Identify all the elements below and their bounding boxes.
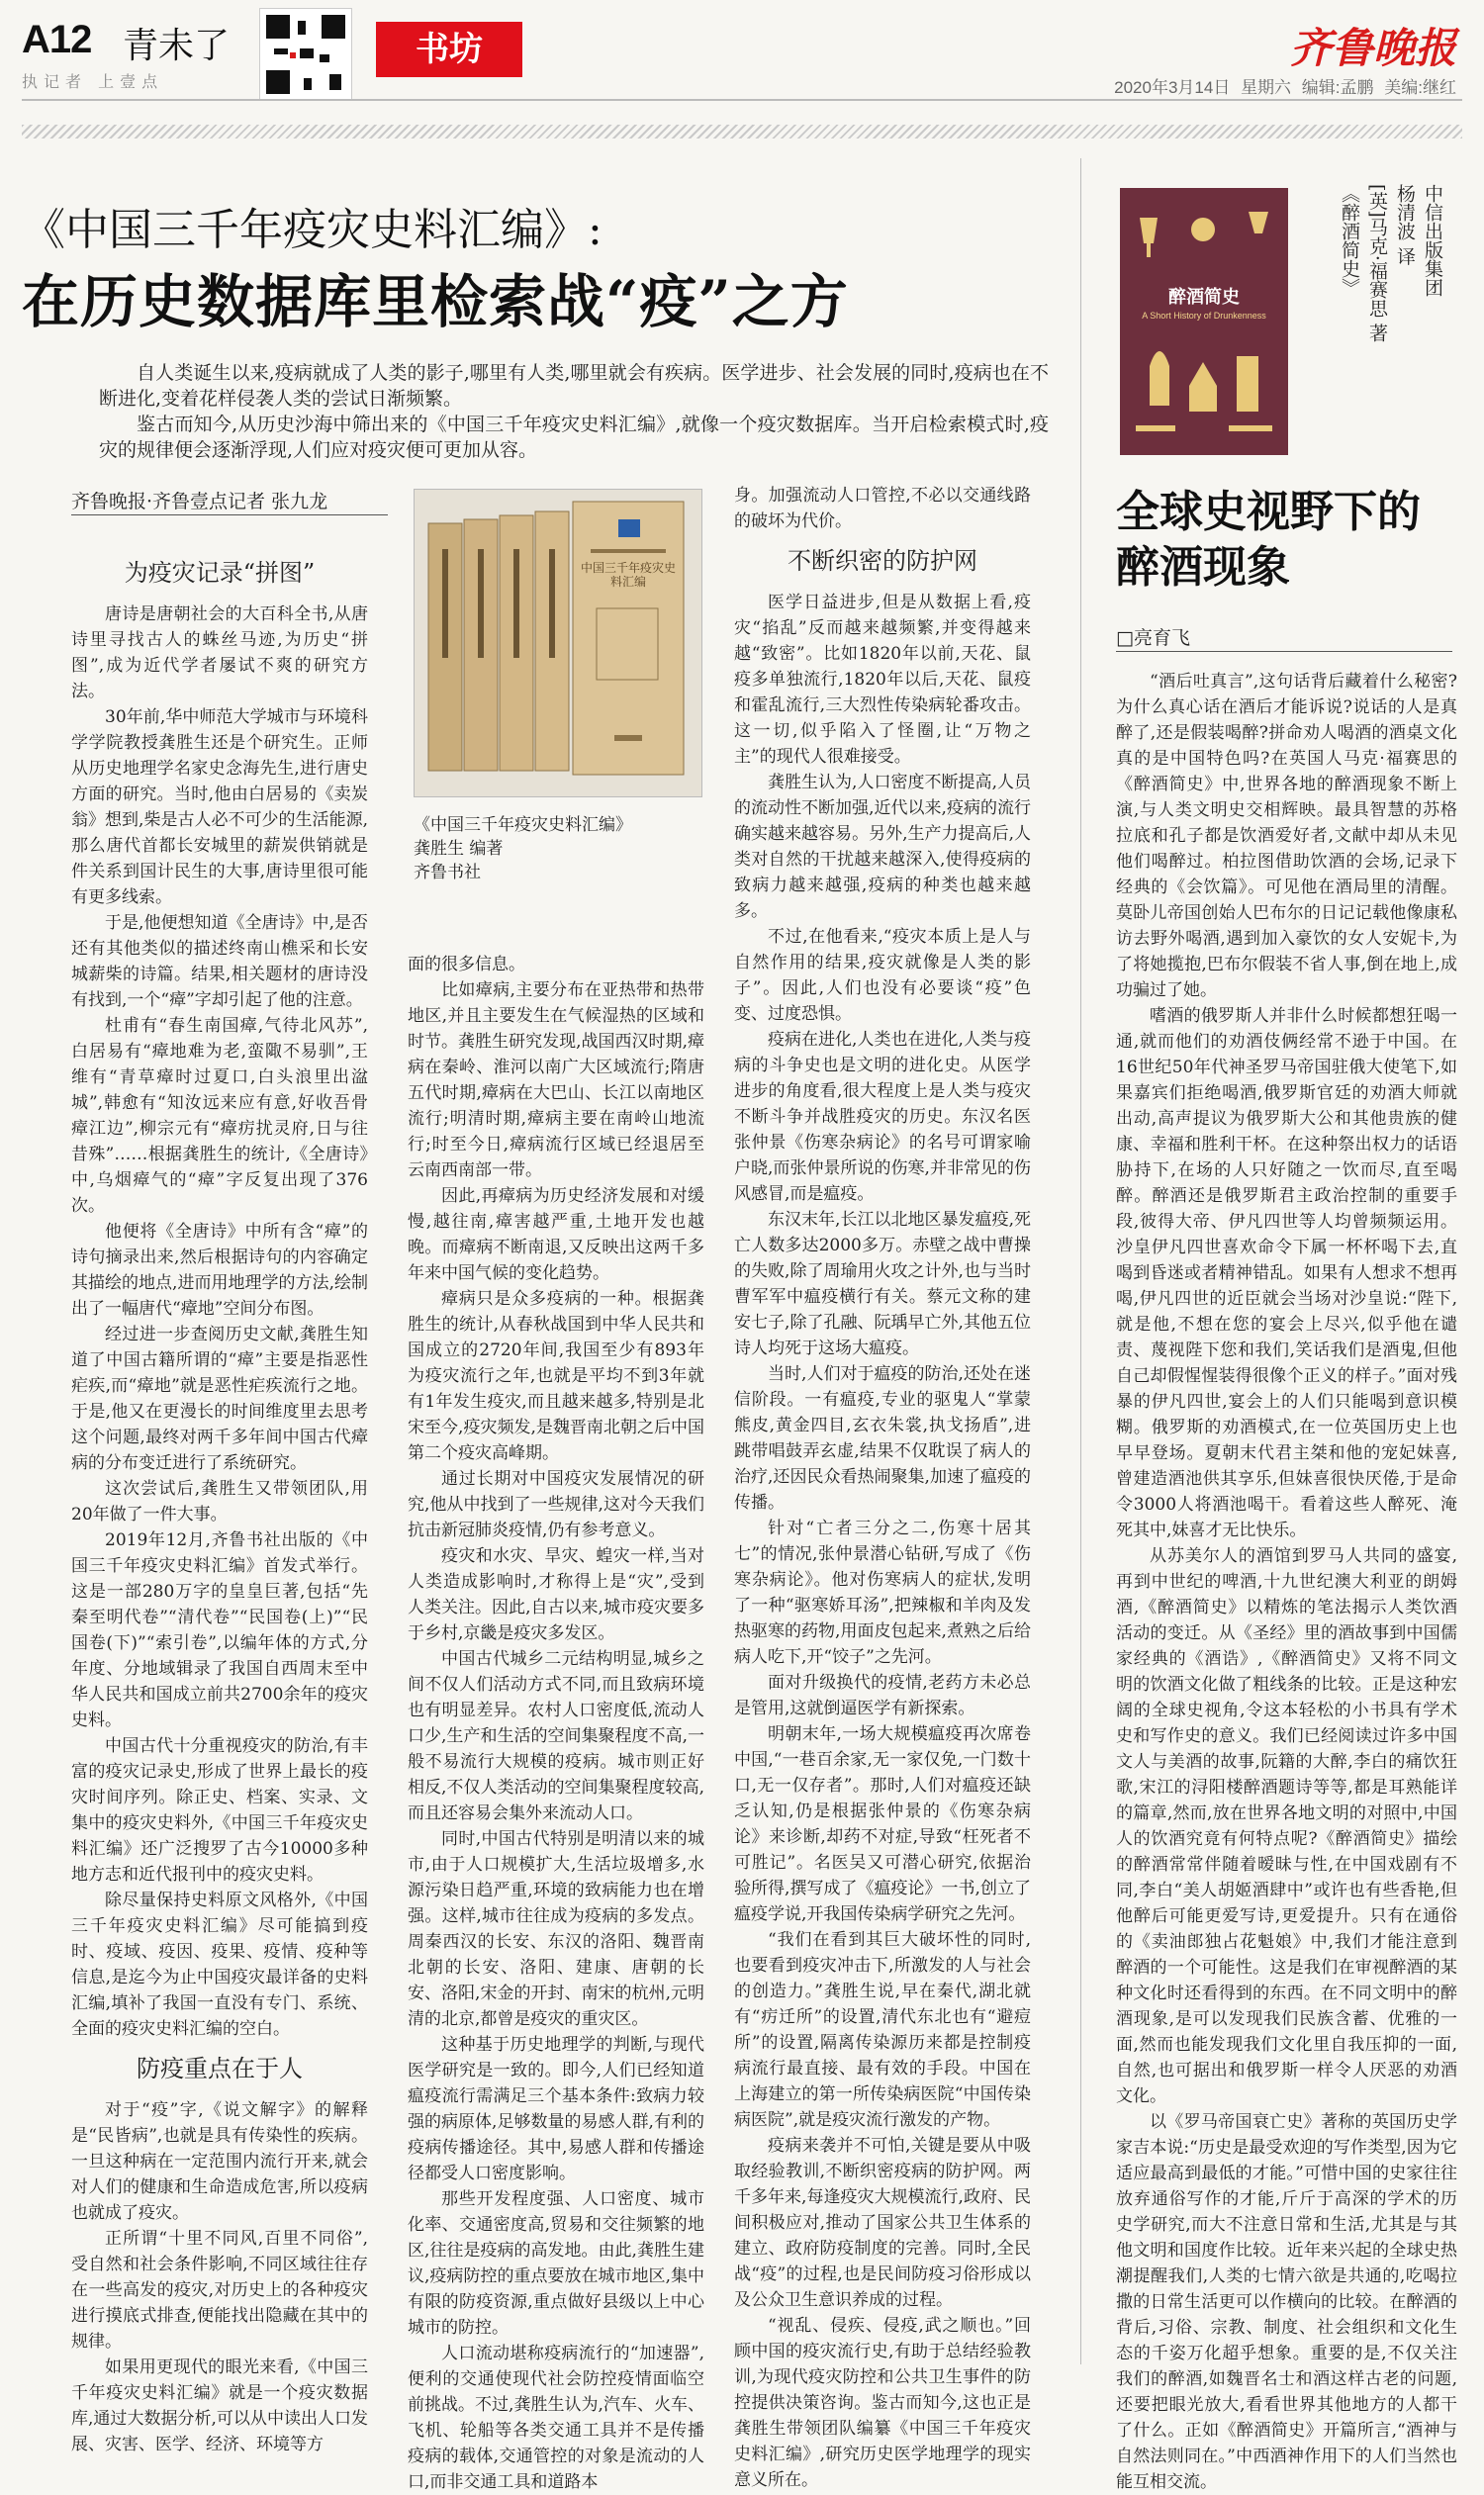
body-paragraph: 这次尝试后,龚胜生又带领团队,用20年做了一件大事。	[71, 1479, 368, 1525]
review-author: □亮育飞	[1116, 627, 1190, 649]
body-paragraph: 30年前,华中师范大学城市与环境科学学院教授龚胜生还是个研究生。正师从历史地理学名家史念海先生,进行唐史方面的研究。当时,他由白居易的《卖炭翁》想到,柴是古人必不可少的生活能源,那么唐代首都长安城里的薪炭供销就是件关系到国计民生的大事,唐诗里很可能有更多线索。	[71, 707, 368, 907]
body-paragraph: 身。加强流动人口管控,不必以交通线路的破坏为代价。	[734, 486, 1031, 531]
article-lead	[99, 360, 1049, 463]
body-paragraph: “我们在看到其巨大破坏性的同时,也要看到疫灾冲击下,所激发的人与社会的创造力。”龚胜生说,早在秦代,湖北就有“疠迁所”的设置,清代东北也有“避痘所”的设置,隔离传染源历来都是控制疫病流行最直接、最有效的手段。中国在上海建立的第一所传染病医院“中国传染病医院”,就是疫灾流行激发的产物。	[734, 1930, 1031, 2130]
publisher: 中信出版集团	[1422, 184, 1443, 297]
photo-caption	[414, 813, 632, 884]
article-headline: 在历史数据库里检索战“疫”之方	[22, 268, 849, 335]
article-author: 齐鲁晚报·齐鲁壹点记者 张九龙	[71, 491, 328, 512]
body-paragraph: 面的很多信息。	[408, 955, 525, 974]
book-credits	[1326, 184, 1444, 461]
body-paragraph: 2019年12月,齐鲁书社出版的《中国三千年疫灾史料汇编》首发式举行。这是一部280万字的皇皇巨著,包括“先秦至明代卷”“清代卷”“民国卷(上)”“民国卷(下)”“索引卷”,以编年体的方式,分年度、分地域辑录了我国自西周末至中华人民共和国成立前共2700余年的疫灾史料。	[71, 1530, 368, 1730]
body-paragraph: 正所谓“十里不同风,百里不同俗”,受自然和社会条件影响,不同区域往往存在一些高发的疫灾,对历史上的各种疫灾进行摸底式排查,便能找出隐藏在其中的规律。	[71, 2229, 368, 2352]
body-paragraph: 面对升级换代的疫情,老药方未必总是管用,这就倒逼医学有新探索。	[734, 1673, 1031, 1718]
body-paragraph: 对于“疫”字,《说文解字》的解释是“民皆病”,也就是具有传染性的疾病。一旦这种病在一定范围内流行开来,就会对人们的健康和生命造成危害,所以疫病也就成了疫灾。	[71, 2100, 368, 2223]
body-paragraph: 唐诗是唐朝社会的大百科全书,从唐诗里寻找古人的蛛丝马迹,为历史“拼图”,成为近代学者屡试不爽的研究方法。	[71, 604, 368, 701]
body-paragraph: 龚胜生认为,人口密度不断提高,人员的流动性不断加强,近代以来,疫病的流行确实越来越容易。另外,生产力提高后,人类对自然的干扰越来越深入,使得疫病的致病力越来越强,疫病的种类也越来越多。	[734, 773, 1031, 921]
cover-subtitle: A Short History of Drunkenness	[1142, 311, 1266, 321]
hatch-band	[22, 125, 1462, 139]
body-paragraph: 杜甫有“春生南国瘴,气待北风苏”,白居易有“瘴地难为老,蛮陬不易驯”,王维有“青草瘴时过夏口,白头浪里出湓城”,韩愈有“知汝远来应有意,好收吾骨瘴江边”,柳宗元有“瘴疠扰灵府,日与往昔殊”……根据龚胜生的统计,《全唐诗》中,乌烟瘴气的“瘴”字反复出现了376次。	[71, 1016, 368, 1216]
qr-code[interactable]	[259, 8, 352, 101]
body-paragraph: 同时,中国古代特别是明清以来的城市,由于人口规模扩大,生活垃圾增多,水源污染日趋严重,环境的致病能力也在增强。这样,城市往往成为疫病的多发点。周秦西汉的长安、东汉的洛阳、魏晋南北朝的长安、洛阳、建康、唐朝的长安、洛阳,宋金的开封、南宋的杭州,元明清的北京,都曾是疫灾的重灾区。	[408, 1829, 704, 2029]
page-number: A12	[22, 18, 92, 61]
issue-date: 2020年3月14日	[1114, 78, 1231, 97]
body-paragraph: 除尽量保持史料原文风格外,《中国三千年疫灾史料汇编》尽可能搞到疫时、疫域、疫因、疫果、疫情、疫种等信息,是迄今为止中国疫灾最详备的史料汇编,填补了我国一直没有专门、系统、全面的疫灾史料汇编的空白。	[71, 1891, 368, 2039]
newspaper-logo: 齐鲁晚报	[1289, 24, 1456, 72]
body-paragraph: 疫灾和水灾、旱灾、蝗灾一样,当对人类造成影响时,才称得上是“灾”,受到人类关注。因此,自古以来,城市疫灾要多于乡村,京畿是疫灾多发区。	[408, 1546, 704, 1643]
body-paragraph: “酒后吐真言”,这句话背后藏着什么秘密?为什么真心话在酒后才能诉说?说话的人是真醉了,还是假装喝醉?拼命劝人喝酒的酒桌文化真的是中国特色吗?在英国人马克·福赛思的《醉酒简史》中,世界各地的醉酒现象不断上演,与人类文明史交相辉映。最具智慧的苏格拉底和孔子都是饮酒爱好者,文献中却从未见他们喝醉过。柏拉图借助饮酒的会场,记录下经典的《会饮篇》。可见他在酒局里的清醒。莫卧儿帝国创始人巴布尔的日记记载他像康私访去野外喝酒,遇到加入豪饮的女人安妮卡,为了将她揽抱,巴布尔假装不省人事,倒在地上,成功骗过了她。	[1116, 672, 1457, 1000]
review-headline	[1116, 485, 1421, 596]
cover-artwork	[1120, 188, 1288, 455]
review-headline-line: 醉酒现象	[1116, 542, 1290, 593]
body-paragraph: 疫病来袭并不可怕,关键是要从中吸取经验教训,不断织密疫病的防护网。两千多年来,每逢疫灾大规模流行,政府、民间积极应对,推动了国家公共卫生体系的建立、政府防疫制度的完善。同时,全民战“疫”的过程,也是民间防疫习俗形成以及公众卫生意识养成的过程。	[734, 2136, 1031, 2310]
body-paragraph: 不过,在他看来,“疫灾本质上是人与自然作用的结果,疫灾就像是人类的影子”。因此,人们也没有必要谈“疫”色变、过度恐惧。	[734, 927, 1031, 1024]
body-paragraph: 东汉末年,长江以北地区暴发瘟疫,死亡人数多达2000多万。赤壁之战中曹操的失败,除了周瑜用火攻之计外,也与当时曹军军中瘟疫横行有关。蔡元文称的建安七子,除了孔融、阮瑀早亡外,其他五位诗人均死于这场大瘟疫。	[734, 1210, 1031, 1358]
body-paragraph: 瘴病只是众多疫病的一种。根据龚胜生的统计,从春秋战国到中华人民共和国成立的2720年间,我国至少有893年为疫灾流行之年,也就是平均不到3年就有1年发生疫灾,而且越来越多,特别是北宋至今,疫灾频发,是魏晋南北朝之后中国第二个疫灾高峰期。	[408, 1289, 704, 1463]
section-name: 青未了	[123, 26, 231, 66]
body-paragraph: 于是,他便想知道《全唐诗》中,是否还有其他类似的描述终南山樵采和长安城薪柴的诗篇。结果,相关题材的唐诗没有找到,一个“瘴”字却引起了他的注意。	[71, 913, 368, 1010]
column-divider	[1080, 158, 1081, 2364]
body-paragraph: 明朝末年,一场大规模瘟疫再次席卷中国,“一巷百余家,无一家仅免,一门数十口,无一仅存者”。那时,人们对瘟疫还缺乏认知,仍是根据张仲景的《伤寒杂病论》来诊断,却药不对症,导致“枉死者不可胜记”。名医吴又可潜心研究,依据治验所得,撰写成了《瘟疫论》一书,创立了瘟疫学说,开我国传染病学研究之先河。	[734, 1724, 1031, 1924]
book-set-illustration	[415, 490, 701, 796]
lead-paragraph: 自人类诞生以来,疫病就成了人类的影子,哪里有人类,哪里就会有疾病。医学进步、社会发展的同时,疫病也在不断进化,变着花样侵袭人类的尝试日渐频繁。	[99, 362, 1049, 410]
body-paragraph: 针对“亡者三分之二,伤寒十居其七”的情况,张仲景潜心钻研,写成了《伤寒杂病论》。他对伤寒病人的症状,发明了一种“驱寒娇耳汤”,把辣椒和羊肉及发热驱寒的药物,用面皮包起来,煮熟之后给病人吃下,开“饺子”之先河。	[734, 1519, 1031, 1667]
body-paragraph: 如果用更现代的眼光来看,《中国三千年疫灾史料汇编》就是一个疫灾数据库,通过大数据分析,可以从中读出人口发展、灾害、医学、经济、环境等方	[71, 2357, 368, 2454]
body-paragraph: 当时,人们对于瘟疫的防治,还处在迷信阶段。一有瘟疫,专业的驱鬼人“掌蒙熊皮,黄金四目,玄衣朱裳,执戈扬盾”,进跳带唱鼓弄玄虚,结果不仅耽误了病人的治疗,还因民众看热闹聚集,加速了瘟疫的传播。	[734, 1364, 1031, 1513]
review-body	[1116, 669, 1457, 2495]
caption-line: 《中国三千年疫灾史料汇编》	[414, 815, 632, 835]
body-paragraph: 那些开发程度强、人口密度、城市化率、交通密度高,贸易和交往频繁的地区,往往是疫病的高发地。由此,龚胜生建议,疫病防控的重点要放在城市地区,集中有限的防疫资源,重点做好县级以上中心城市的防控。	[408, 2189, 704, 2338]
article-column-2	[408, 952, 704, 2495]
body-paragraph: 经过进一步查阅历史文献,龚胜生知道了中国古籍所谓的“瘴”主要是指恶性疟疾,而“瘴地”就是恶性疟疾流行之地。于是,他又在更漫长的时间维度里去思考这个问题,最终对两千多年间中国古代瘴病的分布变迁进行了系统研究。	[71, 1325, 368, 1473]
subhead: 防疫重点在于人	[137, 2055, 303, 2082]
body-paragraph: 他便将《全唐诗》中所有含“瘴”的诗句摘录出来,然后根据诗句的内容确定其描绘的地点,进而用地理学的方法,绘制出了一幅唐代“瘴地”空间分布图。	[71, 1222, 368, 1319]
body-paragraph: 这种基于历史地理学的判断,与现代医学研究是一致的。即今,人们已经知道瘟疫流行需满足三个基本条件:致病力较强的病原体,足够数量的易感人群,有利的疫病传播途径。其中,易感人群和传播途径都受人口密度影响。	[408, 2035, 704, 2183]
header-rule	[22, 99, 1462, 101]
body-paragraph: 疫病在进化,人类也在进化,人类与疫病的斗争史也是文明的进化史。从医学进步的角度看,很大程度上是人类与疫灾不断斗争并战胜疫灾的历史。东汉名医张仲景《伤寒杂病论》的名号可谓家喻户晓,而张仲景所说的伤寒,并非常见的伤风感冒,而是瘟疫。	[734, 1030, 1031, 1204]
body-paragraph: 医学日益进步,但是从数据上看,疫灾“掐乱”反而越来越频繁,并变得越来越“致密”。比如1820年以前,天花、鼠疫多单独流行,1820年以后,天花、鼠疫和霍乱流行,三大烈性传染病轮番攻击。这一切,似乎陷入了怪圈,让“万物之主”的现代人很难接受。	[734, 593, 1031, 767]
caption-line: 龚胜生 编著	[414, 839, 504, 859]
article-column-1	[71, 546, 368, 2457]
translator: 杨清波 译	[1394, 184, 1416, 266]
body-paragraph: 比如瘴病,主要分布在亚热带和热带地区,并且主要发生在气候湿热的区域和时节。龚胜生研究发现,战国西汉时期,瘴病在秦岭、淮河以南广大区域流行;隋唐五代时期,瘴病在大巴山、长江以南地区流行;明清时期,瘴病主要在南岭山地流行;时至今日,瘴病流行区域已经退居至云南西南部一带。	[408, 980, 704, 1180]
issue-weekday: 星期六	[1241, 78, 1292, 97]
body-paragraph: 人口流动堪称疫病流行的“加速器”,便利的交通使现代社会防控疫情面临空前挑战。不过,龚胜生认为,汽车、火车、飞机、轮船等各类交通工具并不是传播疫病的载体,交通管控的对象是流动的人口,而非交通工具和道路本	[408, 2344, 704, 2492]
body-paragraph: 中国古代十分重视疫灾的防治,有丰富的疫灾记录史,形成了世界上最长的疫灾时间序列。除正史、档案、实录、文集中的疫灾史料外,《中国三千年疫灾史料汇编》还广泛搜罗了古今10000多种地方志和近代报刊中的疫灾史料。	[71, 1736, 368, 1885]
subhead: 不断织密的防护网	[788, 547, 977, 575]
designer-credit: 美编:继红	[1384, 78, 1456, 97]
body-paragraph: 以《罗马帝国衰亡史》著称的英国历史学家吉本说:“历史是最受欢迎的写作类型,因为它适应最高到最低的才能。”可惜中国的史家往往放弃通俗写作的才能,斤斤于高深的学术的历史学研究,而大不注意日常和生活,尤其是与其他文明和国度作比较。近年来兴起的全球史热潮提醒我们,人类的七情六欲是共通的,吃喝拉撒的日常生活更可以作横向的比较。在醉酒的背后,习俗、宗教、制度、社会组织和文化生态的千姿万化超乎想象。重要的是,不仅关注我们的醉酒,如魏晋名士和酒这样古老的问题,还要把眼光放大,看看世界其他地方的人都干了什么。正如《醉酒简史》开篇所言,“酒神与自然法则同在。”中西酒神作用下的人们当然也能互相交流。	[1116, 2112, 1457, 2492]
book-cover-title: 中国三千年疫灾史料汇编	[580, 561, 676, 589]
section-tag: 书坊	[376, 22, 522, 77]
review-author-rule	[1116, 651, 1452, 652]
subhead: 为疫灾记录“拼图”	[124, 559, 316, 587]
body-paragraph: “视乱、侵疾、侵疫,武之顺也。”回顾中国的疫灾流行史,有助于总结经验教训,为现代疫灾防控和公共卫生事件的防控提供决策咨询。鉴古而知今,这也正是龚胜生带领团队编纂《中国三千年疫灾史料汇编》,研究历史医学地理学的现实意义所在。	[734, 2316, 1031, 2490]
article-kicker: 《中国三千年疫灾史料汇编》:	[22, 205, 603, 255]
book-cover	[1120, 188, 1288, 455]
body-paragraph: 中国古代城乡二元结构明显,城乡之间不仅人们活动方式不同,而且致病环境也有明显差异。农村人口密度低,流动人口少,生产和生活的空间集聚程度不高,一般不易流行大规模的疫病。城市则正好相反,不仅人类活动的空间集聚程度较高,而且还容易会集外来流动人口。	[408, 1649, 704, 1823]
body-paragraph: 因此,再瘴病为历史经济发展和对缓慢,越往南,瘴害越严重,土地开发也越晚。而瘴病不断南退,又反映出这两千多年来中国气候的变化趋势。	[408, 1186, 704, 1283]
cover-title: 醉酒简史	[1168, 287, 1240, 308]
body-paragraph: 通过长期对中国疫灾发展情况的研究,他从中找到了一些规律,这对今天我们抗击新冠肺炎疫情,仍有参考意义。	[408, 1469, 704, 1540]
date-line	[1114, 73, 1456, 98]
reporters-line: 执记者 上壹点	[22, 72, 164, 91]
article-column-3	[734, 483, 1031, 2493]
caption-line: 齐鲁书社	[414, 863, 481, 882]
body-paragraph: 嗜酒的俄罗斯人并非什么时候都想狂喝一通,就而他们的劝酒伎俩经常不逊于中国。在16世纪50年代神圣罗马帝国驻俄大使笔下,如果嘉宾们拒绝喝酒,俄罗斯官廷的劝酒大师就出动,高声提议为俄罗斯大公和其他贵族的健康、幸福和胜利干杯。在这种祭出权力的话语胁持下,在场的人只好随之一饮而尽,直至喝醉。醉酒还是俄罗斯君主政治控制的重要手段,彼得大帝、伊凡四世等人均曾频频运用。沙皇伊凡四世喜欢命令下属一杯杯喝下去,直喝到昏迷或者精神错乱。如果有人想求不想再喝,伊凡四世的近臣就会当场对沙皇说:“陛下,就是他,不想在您的宴会上尽兴,似乎他在谴责、蔑视陛下您和我们,笑话我们是酒鬼,但他自己却假惺惺装得很像个正义的样子。”面对残暴的伊凡四世,宴会上的人们只能喝到意识模糊。俄罗斯的劝酒模式,在一位英国历史上也早早登场。夏朝末代君主桀和他的宠妃妹喜,曾建造酒池供其享乐,但妹喜很快厌倦,于是命令3000人将酒池喝干。看着这些人醉死、淹死其中,妹喜才无比快乐。	[1116, 1006, 1457, 1540]
book-author: [英]马克·福赛思 著	[1366, 184, 1388, 342]
author-rule	[71, 514, 388, 515]
review-headline-line: 全球史视野下的	[1116, 487, 1421, 537]
lead-paragraph: 鉴古而知今,从历史沙海中筛出来的《中国三千年疫灾史料汇编》,就像一个疫灾数据库。当开启检索模式时,疫灾的规律便会逐渐浮现,人们应对疫灾便可更加从容。	[99, 414, 1049, 461]
editor-credit: 编辑:孟鹏	[1301, 78, 1374, 97]
book-title: 《醉酒简史》	[1339, 184, 1360, 297]
book-set-photo	[414, 489, 702, 797]
body-paragraph: 从苏美尔人的酒馆到罗马人共同的盛宴,再到中世纪的啤酒,十九世纪澳大利亚的朗姆酒,《醉酒简史》以精炼的笔法揭示人类饮酒活动的变迁。从《圣经》里的酒故事到中国儒家经典的《酒诰》,《醉酒简史》又将不同文明的饮酒文化做了粗线条的比较。正是这种宏阔的全球史视角,令这本轻松的小书具有学术史和写作史的意义。我们已经阅读过许多中国文人与美酒的故事,阮籍的大醉,李白的痛饮狂歌,宋江的浔阳楼醉酒题诗等等,都是耳熟能详的篇章,然而,放在世界各地文明的对照中,中国人的饮酒究竟有何特点呢?《醉酒简史》描绘的醉酒常常伴随着暧昧与性,在中国戏剧有不同,李白“美人胡姬酒肆中”或许也有些香艳,但他醉后可能更爱写诗,更爱提升。只有在通俗的《卖油郎独占花魁娘》中,我们才能注意到醉酒的一个可能性。这是我们在审视醉酒的某种文化时还看得到的东西。在不同文明中的醉酒现象,是可以发现我们民族含蓄、优雅的一面,然而也能发现我们文化里自我压抑的一面,自然,也可据出和俄罗斯一样令人厌恶的劝酒文化。	[1116, 1546, 1457, 2106]
